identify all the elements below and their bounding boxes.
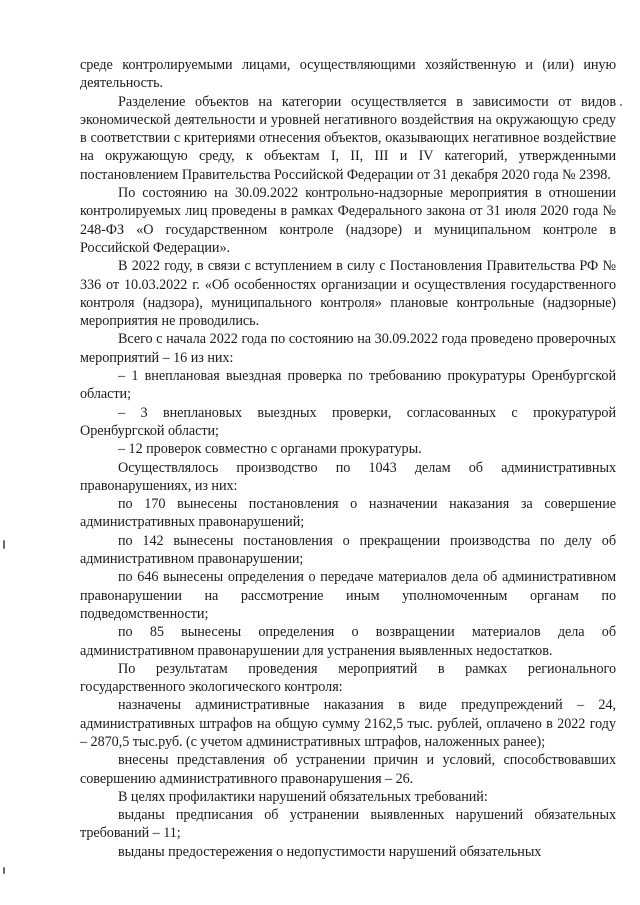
document-body — [80, 56, 616, 861]
list-item: внесены представления об устранении причин и условий, способствовавших совершению административного правонарушения – 26. — [80, 752, 616, 787]
paragraph: В целях профилактики нарушений обязательных требований: — [118, 788, 488, 805]
paragraph: В 2022 году, в связи с вступлением в силу с Постановления Правительства РФ № 336 от 10.03.2022 г. «Об особенностях организации и осуществления государственного контроля (надзора), муниципального контроля» плановые контрольные (надзорные) мероприятия не проводились. — [80, 258, 616, 330]
paragraph: Разделение объектов на категории осуществляется в зависимости от видов экономической деятельности и уровней негативного воздействия на окружающую среду в соответствии с критериями отнесения объектов, оказывающих негативное воздействие на окружающую среду, к объектам I, II, III и IV категорий, утвержденными постановлением Правительства Российской Федерации от 31 декабря 2020 года № 2398. — [80, 93, 616, 183]
list-item: назначены административные наказания в виде предупреждений – 24, административных штрафов на общую сумму 2162,5 тыс. рублей, оплачено в 2022 году – 2870,5 тыс.руб. (с учетом административных штрафов, наложенных ранее); — [80, 697, 616, 750]
list-item: выданы предостережения о недопустимости нарушений обязательных — [118, 843, 542, 860]
scan-artifact-mark — [3, 540, 5, 549]
paragraph: среде контролируемыми лицами, осуществляющими хозяйственную и (или) иную деятельность. — [80, 57, 616, 92]
paragraph: По состоянию на 30.09.2022 контрольно-надзорные мероприятия в отношении контролируемых лиц проведены в рамках Федерального закона от 31 июля 2020 года № 248-ФЗ «О государственном контроле (надзоре) и муниципальном контроле в Российской Федерации». — [80, 185, 616, 256]
scan-artifact-mark — [3, 867, 5, 874]
list-item: – 1 внеплановая выездная проверка по требованию прокуратуры Оренбургской области; — [80, 368, 616, 403]
list-item: по 85 вынесены определения о возвращении материалов дела об административном правонарушении для устранения выявленных недостатков. — [80, 624, 616, 659]
paragraph: Всего с начала 2022 года по состоянию на 30.09.2022 года проведено проверочных мероприятий – 16 из них: — [80, 331, 616, 366]
list-item: – 12 проверок совместно с органами прокуратуры. — [118, 441, 422, 458]
list-item: – 3 внеплановых выездных проверки, согласованных с прокуратурой Оренбургской области; — [80, 404, 616, 439]
list-item: по 170 вынесены постановления о назначении наказания за совершение административных правонарушений; — [80, 496, 616, 531]
list-item: выданы предписания об устранении выявленных нарушений обязательных требований – 11; — [80, 807, 616, 842]
list-item: по 142 вынесены постановления о прекращении производства по делу об административном правонарушении; — [80, 532, 616, 568]
scan-artifact-mark — [620, 104, 622, 106]
list-item: по 646 вынесены определения о передаче материалов дела об административном правонарушении на рассмотрение иным уполномоченным органам по подведомственности; — [80, 569, 616, 622]
paragraph: По результатам проведения мероприятий в рамках регионального государственного экологического контроля: — [80, 660, 616, 696]
paragraph: Осуществлялось производство по 1043 делам об административных правонарушениях, из них: — [80, 459, 616, 494]
